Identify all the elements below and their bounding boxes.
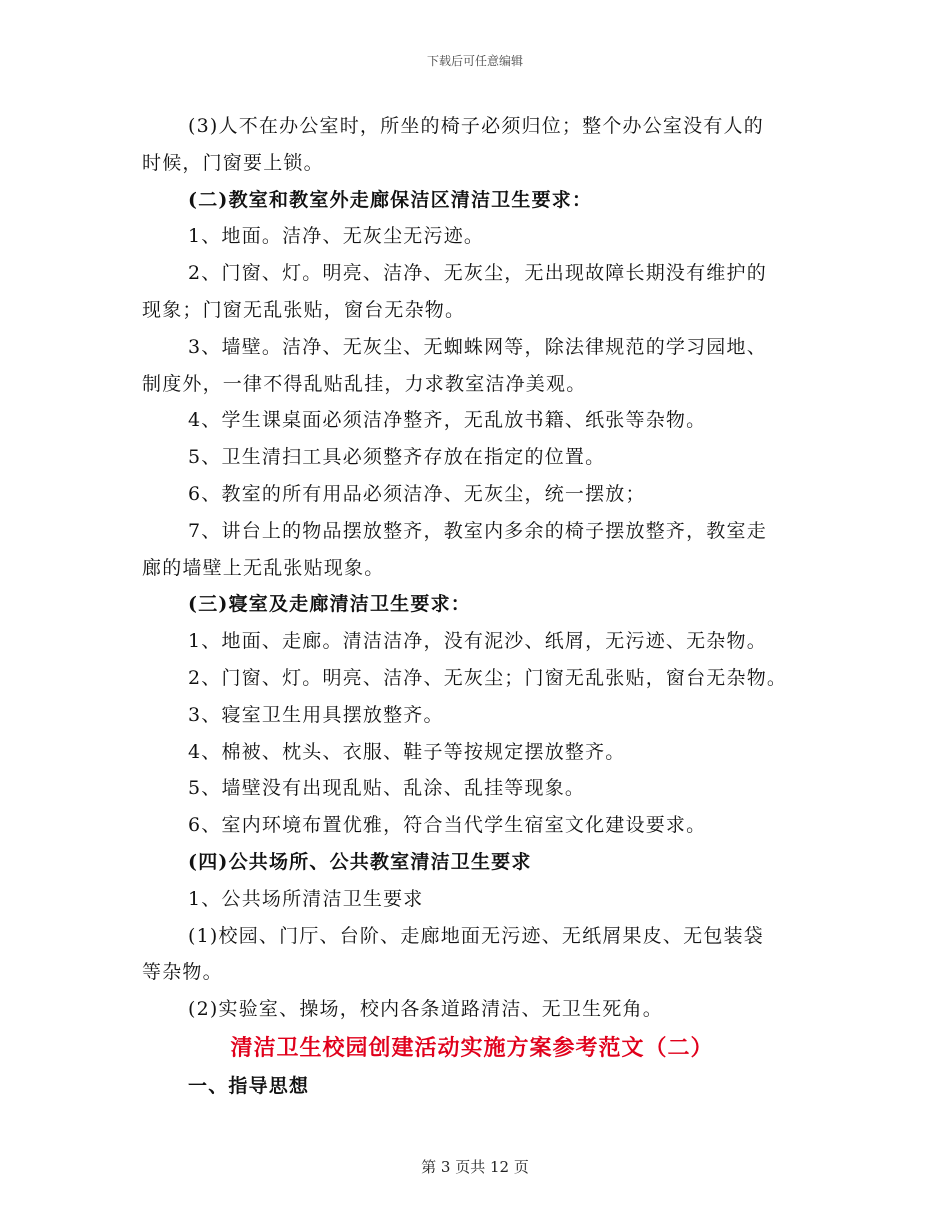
paragraph-line: 6、教室的所有用品必须洁净、无灰尘，统一摆放； (188, 482, 646, 505)
paragraph-line: (3)人不在办公室时，所坐的椅子必须归位；整个办公室没有人的 (188, 115, 764, 137)
paragraph-line: 4、学生课桌面必须洁净整齐，无乱放书籍、纸张等杂物。 (188, 409, 707, 432)
paragraph-line: (2)实验室、操场，校内各条道路清洁、无卫生死角。 (188, 998, 663, 1021)
paragraph-line: (1)校园、门厅、台阶、走廊地面无污迹、无纸屑果皮、无包装袋 (188, 924, 764, 947)
paragraph-line: 现象；门窗无乱张贴，窗台无杂物。 (142, 298, 466, 321)
paragraph-line: 制度外，一律不得乱贴乱挂，力求教室洁净美观。 (142, 372, 587, 395)
paragraph-line: 5、墙壁没有出现乱贴、乱涂、乱挂等现象。 (188, 777, 586, 800)
document-body (142, 108, 812, 1105)
paragraph-line: 2、门窗、灯。明亮、洁净、无灰尘；门窗无乱张贴，窗台无杂物。 (188, 666, 788, 689)
page-footer: 第 3 页共 12 页 (421, 1158, 529, 1176)
paragraph-line: 5、卫生清扫工具必须整齐存放在指定的位置。 (188, 446, 606, 469)
paragraph-line: 2、门窗、灯。明亮、洁净、无灰尘，无出现故障长期没有维护的 (188, 262, 767, 285)
paragraph-line: 1、地面、走廊。清洁洁净，没有泥沙、纸屑，无污迹、无杂物。 (188, 630, 767, 653)
paragraph-line: 4、棉被、枕头、衣服、鞋子等按规定摆放整齐。 (188, 740, 626, 763)
paragraph-line: 1、地面。洁净、无灰尘无污迹。 (188, 225, 485, 248)
section-heading: (三)寝室及走廊清洁卫生要求： (188, 593, 471, 616)
paragraph-line: 等杂物。 (142, 961, 223, 984)
paragraph-line: 时候，门窗要上锁。 (142, 151, 324, 174)
section-title: 清洁卫生校园创建活动实施方案参考范文（二） (230, 1034, 714, 1061)
section-heading: (二)教室和教室外走廊保洁区清洁卫生要求： (188, 188, 593, 211)
section-heading: (四)公共场所、公共教室清洁卫生要求 (188, 850, 532, 873)
paragraph-line: 1、公共场所清洁卫生要求 (188, 887, 424, 910)
paragraph-line: 6、室内环境布置优雅，符合当代学生宿室文化建设要求。 (188, 814, 707, 837)
paragraph-line: 3、寝室卫生用具摆放整齐。 (188, 703, 444, 726)
section-heading: 一、指导思想 (188, 1074, 310, 1097)
paragraph-line: 3、墙壁。洁净、无灰尘、无蜘蛛网等，除法律规范的学习园地、 (188, 335, 767, 358)
paragraph-line: 7、讲台上的物品摆放整齐，教室内多余的椅子摆放整齐，教室走 (188, 519, 767, 542)
paragraph-line: 廊的墙壁上无乱张贴现象。 (142, 556, 385, 579)
page-header: 下载后可任意编辑 (426, 54, 523, 68)
